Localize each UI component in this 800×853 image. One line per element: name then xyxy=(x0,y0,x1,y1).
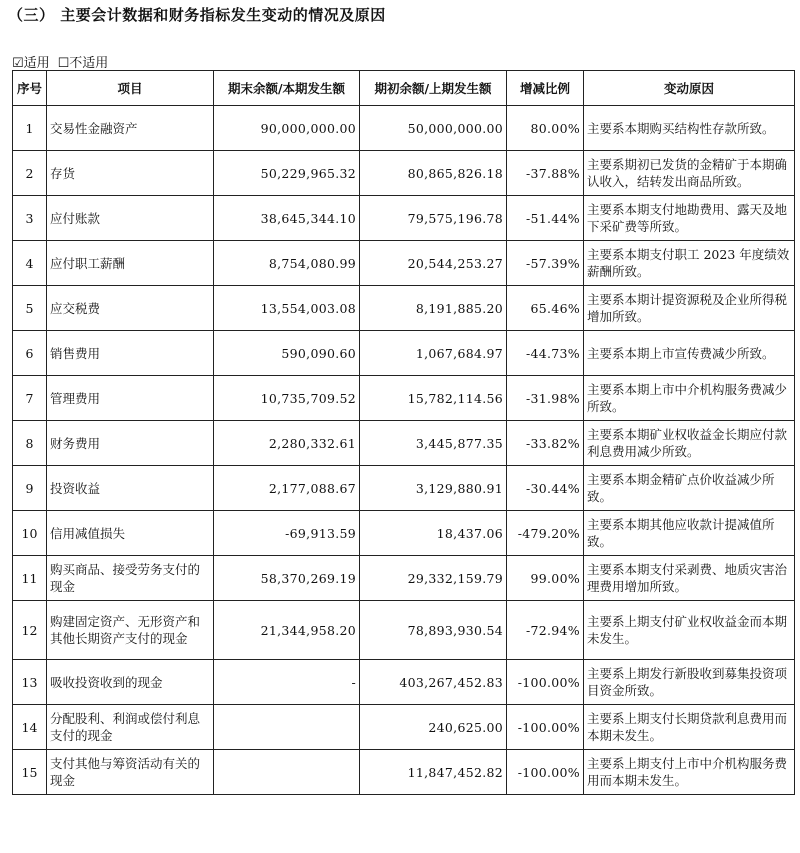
row-seq: 15 xyxy=(13,750,47,795)
row-reason: 主要系本期购买结构性存款所致。 xyxy=(584,106,795,151)
row-current-value: 13,554,003.08 xyxy=(214,286,360,331)
row-seq: 9 xyxy=(13,466,47,511)
row-reason: 主要系上期发行新股收到募集投资项目资金所致。 xyxy=(584,660,795,705)
row-seq: 10 xyxy=(13,511,47,556)
row-current-value: 90,000,000.00 xyxy=(214,106,360,151)
table-row xyxy=(13,511,795,556)
row-reason: 主要系本期支付地勘费用、露天及地下采矿费等所致。 xyxy=(584,196,795,241)
header-item: 项目 xyxy=(47,71,214,106)
header-ratio: 增减比例 xyxy=(507,71,584,106)
row-change-ratio: -51.44% xyxy=(507,196,584,241)
row-seq: 4 xyxy=(13,241,47,286)
row-reason: 主要系上期支付长期贷款利息费用而本期未发生。 xyxy=(584,705,795,750)
table-header-row xyxy=(13,71,795,106)
row-change-ratio: 99.00% xyxy=(507,556,584,601)
row-seq: 14 xyxy=(13,705,47,750)
row-reason: 主要系上期支付矿业权收益金而本期未发生。 xyxy=(584,601,795,660)
row-item: 财务费用 xyxy=(47,421,214,466)
row-reason: 主要系本期上市宣传费减少所致。 xyxy=(584,331,795,376)
row-prior-value: 80,865,826.18 xyxy=(360,151,507,196)
row-item: 购建固定资产、无形资产和其他长期资产支付的现金 xyxy=(47,601,214,660)
table-row xyxy=(13,151,795,196)
row-seq: 12 xyxy=(13,601,47,660)
row-current-value: 2,177,088.67 xyxy=(214,466,360,511)
row-reason: 主要系本期支付职工 2023 年度绩效薪酬所致。 xyxy=(584,241,795,286)
row-reason: 主要系本期其他应收款计提减值所致。 xyxy=(584,511,795,556)
row-reason: 主要系本期支付采剥费、地质灾害治理费用增加所致。 xyxy=(584,556,795,601)
row-reason: 主要系本期上市中介机构服务费减少所致。 xyxy=(584,376,795,421)
table-row xyxy=(13,750,795,795)
row-item: 应付账款 xyxy=(47,196,214,241)
row-current-value: 58,370,269.19 xyxy=(214,556,360,601)
row-seq: 6 xyxy=(13,331,47,376)
row-current-value: 8,754,080.99 xyxy=(214,241,360,286)
row-item: 销售费用 xyxy=(47,331,214,376)
table-row xyxy=(13,556,795,601)
row-current-value: 21,344,958.20 xyxy=(214,601,360,660)
row-item: 存货 xyxy=(47,151,214,196)
row-change-ratio: 80.00% xyxy=(507,106,584,151)
row-current-value: - xyxy=(214,660,360,705)
row-prior-value: 3,445,877.35 xyxy=(360,421,507,466)
row-item: 支付其他与筹资活动有关的现金 xyxy=(47,750,214,795)
table-row xyxy=(13,241,795,286)
table-row xyxy=(13,331,795,376)
table-row xyxy=(13,106,795,151)
row-seq: 11 xyxy=(13,556,47,601)
row-item: 应付职工薪酬 xyxy=(47,241,214,286)
row-item: 投资收益 xyxy=(47,466,214,511)
row-change-ratio: -72.94% xyxy=(507,601,584,660)
row-item: 吸收投资收到的现金 xyxy=(47,660,214,705)
header-seq: 序号 xyxy=(13,71,47,106)
header-current: 期末余额/本期发生额 xyxy=(214,71,360,106)
row-change-ratio: -100.00% xyxy=(507,705,584,750)
row-current-value: 2,280,332.61 xyxy=(214,421,360,466)
row-current-value: 590,090.60 xyxy=(214,331,360,376)
row-change-ratio: 65.46% xyxy=(507,286,584,331)
row-prior-value: 20,544,253.27 xyxy=(360,241,507,286)
financial-changes-table xyxy=(12,70,795,795)
row-item: 管理费用 xyxy=(47,376,214,421)
row-prior-value: 1,067,684.97 xyxy=(360,331,507,376)
row-prior-value: 403,267,452.83 xyxy=(360,660,507,705)
row-reason: 主要系本期矿业权收益金长期应付款利息费用减少所致。 xyxy=(584,421,795,466)
table-row xyxy=(13,196,795,241)
row-change-ratio: -31.98% xyxy=(507,376,584,421)
table-row xyxy=(13,421,795,466)
row-current-value: 10,735,709.52 xyxy=(214,376,360,421)
table-row xyxy=(13,705,795,750)
row-seq: 1 xyxy=(13,106,47,151)
row-current-value xyxy=(214,750,360,795)
row-reason: 主要系本期金精矿点价收益减少所致。 xyxy=(584,466,795,511)
row-seq: 7 xyxy=(13,376,47,421)
row-change-ratio: -33.82% xyxy=(507,421,584,466)
row-seq: 5 xyxy=(13,286,47,331)
header-prior: 期初余额/上期发生额 xyxy=(360,71,507,106)
row-prior-value: 18,437.06 xyxy=(360,511,507,556)
row-change-ratio: -30.44% xyxy=(507,466,584,511)
row-prior-value: 78,893,930.54 xyxy=(360,601,507,660)
row-reason: 主要系期初已发货的金精矿于本期确认收入，结转发出商品所致。 xyxy=(584,151,795,196)
row-change-ratio: -37.88% xyxy=(507,151,584,196)
row-prior-value: 50,000,000.00 xyxy=(360,106,507,151)
row-prior-value: 8,191,885.20 xyxy=(360,286,507,331)
row-seq: 13 xyxy=(13,660,47,705)
row-prior-value: 79,575,196.78 xyxy=(360,196,507,241)
row-reason: 主要系上期支付上市中介机构服务费用而本期未发生。 xyxy=(584,750,795,795)
row-item: 分配股利、利润或偿付利息支付的现金 xyxy=(47,705,214,750)
row-prior-value: 11,847,452.82 xyxy=(360,750,507,795)
section-title: （三） 主要会计数据和财务指标发生变动的情况及原因 xyxy=(8,6,386,24)
row-item: 购买商品、接受劳务支付的现金 xyxy=(47,556,214,601)
table-row xyxy=(13,286,795,331)
row-seq: 8 xyxy=(13,421,47,466)
table-row xyxy=(13,466,795,511)
row-seq: 2 xyxy=(13,151,47,196)
row-prior-value: 240,625.00 xyxy=(360,705,507,750)
row-item: 应交税费 xyxy=(47,286,214,331)
not-applicable-option: ☐不适用 xyxy=(57,56,109,71)
row-prior-value: 3,129,880.91 xyxy=(360,466,507,511)
applicable-checked-option: ☑适用 xyxy=(12,56,50,71)
applicable-indicator xyxy=(12,52,116,71)
row-current-value: 38,645,344.10 xyxy=(214,196,360,241)
table-row xyxy=(13,376,795,421)
table-row xyxy=(13,601,795,660)
row-seq: 3 xyxy=(13,196,47,241)
row-item: 信用减值损失 xyxy=(47,511,214,556)
row-prior-value: 29,332,159.79 xyxy=(360,556,507,601)
row-item: 交易性金融资产 xyxy=(47,106,214,151)
header-reason: 变动原因 xyxy=(584,71,795,106)
row-change-ratio: -57.39% xyxy=(507,241,584,286)
row-current-value xyxy=(214,705,360,750)
table-row xyxy=(13,660,795,705)
row-change-ratio: -479.20% xyxy=(507,511,584,556)
row-current-value: 50,229,965.32 xyxy=(214,151,360,196)
row-change-ratio: -100.00% xyxy=(507,660,584,705)
row-current-value: -69,913.59 xyxy=(214,511,360,556)
row-reason: 主要系本期计提资源税及企业所得税增加所致。 xyxy=(584,286,795,331)
row-change-ratio: -44.73% xyxy=(507,331,584,376)
row-prior-value: 15,782,114.56 xyxy=(360,376,507,421)
row-change-ratio: -100.00% xyxy=(507,750,584,795)
